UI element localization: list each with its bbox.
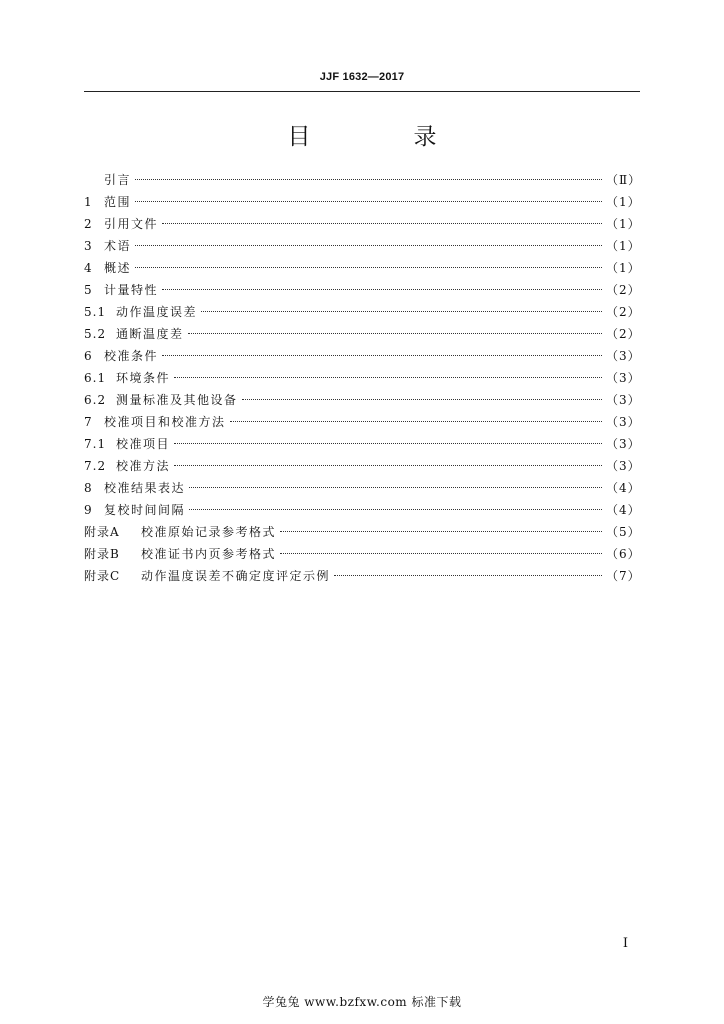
toc-entry-number: 5.1 xyxy=(84,305,107,319)
toc-entry-page: （3） xyxy=(606,393,641,407)
toc-entry-page: （4） xyxy=(606,503,641,517)
toc-entry-appendix-a[interactable] xyxy=(84,521,640,543)
toc-entry-terms[interactable] xyxy=(84,235,640,257)
dot-leader xyxy=(135,267,602,268)
toc-entry-calibration-results[interactable] xyxy=(84,477,640,499)
dot-leader xyxy=(189,509,602,510)
toc-entry-page: （3） xyxy=(606,415,641,429)
toc-entry-page: （1） xyxy=(606,239,641,253)
toc-entry-appendix-c[interactable] xyxy=(84,565,640,587)
toc-entry-number: 6 xyxy=(84,349,93,363)
toc-entry-page: （2） xyxy=(606,327,641,341)
toc-entry-label: 校准方法 xyxy=(116,459,171,473)
toc-entry-number: 7.2 xyxy=(84,459,107,473)
toc-entry-page: （3） xyxy=(606,349,641,363)
toc-entry-scope[interactable] xyxy=(84,191,640,213)
toc-entry-label: 校准原始记录参考格式 xyxy=(141,525,277,539)
toc-entry-7-1[interactable] xyxy=(84,433,640,455)
dot-leader xyxy=(162,289,602,290)
toc-entry-label: 环境条件 xyxy=(116,371,171,385)
toc-entry-label: 校准条件 xyxy=(104,349,159,363)
toc-entry-page: （1） xyxy=(606,261,641,275)
toc-entry-5-1[interactable] xyxy=(84,301,640,323)
toc-entry-number: 3 xyxy=(84,239,93,253)
toc-entry-page: （Ⅱ） xyxy=(606,173,642,187)
toc-entry-page: （1） xyxy=(606,217,641,231)
toc-entry-label: 动作温度误差 xyxy=(116,305,198,319)
page-number: I xyxy=(622,936,628,951)
toc-entry-calibration-items-methods[interactable] xyxy=(84,411,640,433)
dot-leader xyxy=(188,333,602,334)
dot-leader xyxy=(280,553,602,554)
toc-entry-5-2[interactable] xyxy=(84,323,640,345)
toc-entry-label: 校准证书内页参考格式 xyxy=(141,547,277,561)
toc-entry-number: 6.2 xyxy=(84,393,107,407)
toc-entry-6-1[interactable] xyxy=(84,367,640,389)
page-title: 目 录 xyxy=(287,124,477,150)
toc-entry-number: 2 xyxy=(84,217,93,231)
toc-entry-label: 复校时间间隔 xyxy=(104,503,186,517)
toc-entry-number: 4 xyxy=(84,261,93,275)
toc-entry-number: 1 xyxy=(84,195,93,209)
toc-entry-page: （3） xyxy=(606,459,641,473)
toc-entry-label: 概述 xyxy=(104,261,132,275)
toc-entry-calibration-conditions[interactable] xyxy=(84,345,640,367)
toc-entry-page: （2） xyxy=(606,305,641,319)
toc-entry-label: 校准项目和校准方法 xyxy=(104,415,226,429)
toc-entry-label: 术语 xyxy=(104,239,132,253)
toc-entry-number: 5 xyxy=(84,283,93,297)
toc-entry-page: （2） xyxy=(606,283,641,297)
toc-entry-7-2[interactable] xyxy=(84,455,640,477)
toc-entry-label: 动作温度误差不确定度评定示例 xyxy=(141,569,331,583)
dot-leader xyxy=(135,245,602,246)
toc-entry-number: 附录C xyxy=(84,569,121,583)
dot-leader xyxy=(174,377,602,378)
dot-leader xyxy=(174,465,602,466)
toc-entry-number: 6.1 xyxy=(84,371,107,385)
toc-entry-foreword[interactable] xyxy=(84,169,640,191)
toc-entry-label: 引言 xyxy=(104,173,132,187)
toc-entry-label: 计量特性 xyxy=(104,283,159,297)
toc-entry-overview[interactable] xyxy=(84,257,640,279)
header-divider xyxy=(84,91,640,92)
dot-leader xyxy=(189,487,602,488)
toc-entry-label: 测量标准及其他设备 xyxy=(116,393,238,407)
toc-entry-label: 校准结果表达 xyxy=(104,481,186,495)
toc-entry-page: （6） xyxy=(606,547,641,561)
toc-entry-references[interactable] xyxy=(84,213,640,235)
dot-leader xyxy=(162,223,602,224)
dot-leader xyxy=(201,311,602,312)
toc-entry-metrological-characteristics[interactable] xyxy=(84,279,640,301)
standard-code: JJF 1632—2017 xyxy=(319,71,405,83)
toc-entry-label: 通断温度差 xyxy=(116,327,184,341)
toc-entry-number: 7 xyxy=(84,415,93,429)
toc-entry-page: （1） xyxy=(606,195,641,209)
toc-entry-number: 8 xyxy=(84,481,93,495)
toc-entry-number: 附录B xyxy=(84,547,120,561)
toc-entry-page: （7） xyxy=(606,569,641,583)
table-of-contents xyxy=(84,169,640,587)
toc-entry-appendix-b[interactable] xyxy=(84,543,640,565)
toc-entry-label: 引用文件 xyxy=(104,217,159,231)
dot-leader xyxy=(334,575,602,576)
toc-entry-recalibration-interval[interactable] xyxy=(84,499,640,521)
dot-leader xyxy=(135,201,602,202)
dot-leader xyxy=(174,443,602,444)
toc-entry-page: （3） xyxy=(606,437,641,451)
toc-entry-number: 附录A xyxy=(84,525,120,539)
toc-entry-6-2[interactable] xyxy=(84,389,640,411)
toc-entry-number: 9 xyxy=(84,503,93,517)
toc-entry-number: 7.1 xyxy=(84,437,107,451)
toc-entry-page: （4） xyxy=(606,481,641,495)
toc-entry-page: （3） xyxy=(606,371,641,385)
toc-entry-label: 范围 xyxy=(104,195,132,209)
dot-leader xyxy=(230,421,602,422)
toc-entry-number: 5.2 xyxy=(84,327,107,341)
dot-leader xyxy=(135,179,602,180)
footer-watermark: 学兔兔 www.bzfxw.com 标准下载 xyxy=(262,995,462,1009)
toc-entry-page: （5） xyxy=(606,525,641,539)
dot-leader xyxy=(280,531,602,532)
toc-entry-label: 校准项目 xyxy=(116,437,171,451)
dot-leader xyxy=(242,399,602,400)
dot-leader xyxy=(162,355,602,356)
